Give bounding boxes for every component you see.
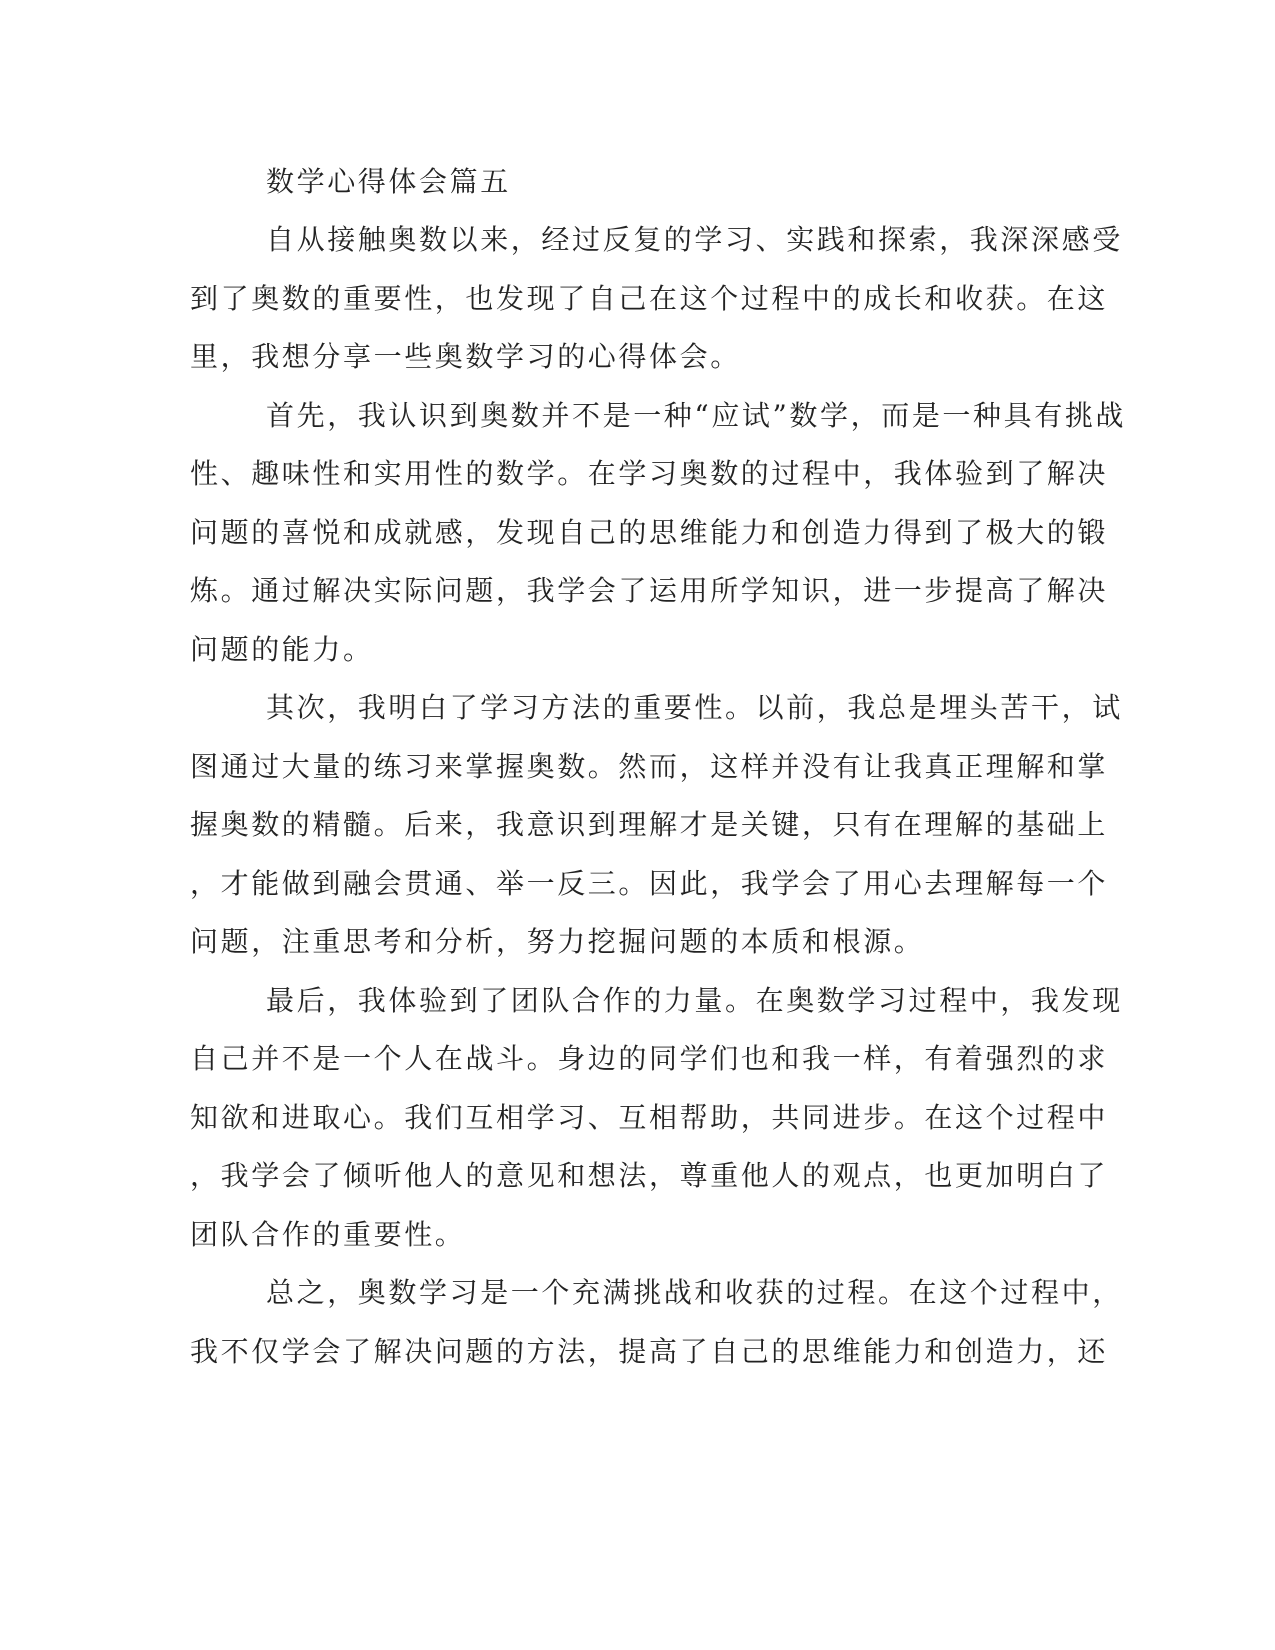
paragraph-2-line-5: 问题的能力。 — [190, 633, 374, 666]
paragraph-5-line-2: 我不仅学会了解决问题的方法，提高了自己的思维能力和创造力，还 — [190, 1335, 1109, 1368]
paragraph-4-line-2: 自己并不是一个人在战斗。身边的同学们也和我一样，有着强烈的求 — [190, 1042, 1109, 1075]
paragraph-3-line-5: 问题，注重思考和分析，努力挖掘问题的本质和根源。 — [190, 925, 925, 958]
paragraph-1-line-1: 自从接触奥数以来，经过反复的学习、实践和探索，我深深感受 — [266, 223, 1123, 256]
paragraph-3-line-2: 图通过大量的练习来掌握奥数。然而，这样并没有让我真正理解和掌 — [190, 750, 1109, 783]
paragraph-2-line-3: 问题的喜悦和成就感，发现自己的思维能力和创造力得到了极大的锻 — [190, 516, 1109, 549]
paragraph-2-line-4: 炼。通过解决实际问题，我学会了运用所学知识，进一步提高了解决 — [190, 574, 1109, 607]
paragraph-1-line-2: 到了奥数的重要性，也发现了自己在这个过程中的成长和收获。在这 — [190, 282, 1109, 315]
paragraph-4-line-1: 最后，我体验到了团队合作的力量。在奥数学习过程中，我发现 — [266, 984, 1123, 1017]
paragraph-2-line-2: 性、趣味性和实用性的数学。在学习奥数的过程中，我体验到了解决 — [190, 457, 1109, 490]
paragraph-5-line-1: 总之，奥数学习是一个充满挑战和收获的过程。在这个过程中， — [266, 1276, 1123, 1309]
paragraph-3-line-3: 握奥数的精髓。后来，我意识到理解才是关键，只有在理解的基础上 — [190, 808, 1109, 841]
paragraph-3-line-4: ，才能做到融会贯通、举一反三。因此，我学会了用心去理解每一个 — [190, 867, 1109, 900]
paragraph-4-line-4: ，我学会了倾听他人的意见和想法，尊重他人的观点，也更加明白了 — [190, 1159, 1109, 1192]
paragraph-2-line-1: 首先，我认识到奥数并不是一种“应试”数学，而是一种具有挑战 — [266, 399, 1127, 432]
paragraph-4-line-5: 团队合作的重要性。 — [190, 1218, 466, 1251]
paragraph-3-line-1: 其次，我明白了学习方法的重要性。以前，我总是埋头苦干，试 — [266, 691, 1123, 724]
document-title: 数学心得体会篇五 — [266, 165, 511, 198]
paragraph-4-line-3: 知欲和进取心。我们互相学习、互相帮助，共同进步。在这个过程中 — [190, 1101, 1109, 1134]
paragraph-1-line-3: 里，我想分享一些奥数学习的心得体会。 — [190, 340, 741, 373]
